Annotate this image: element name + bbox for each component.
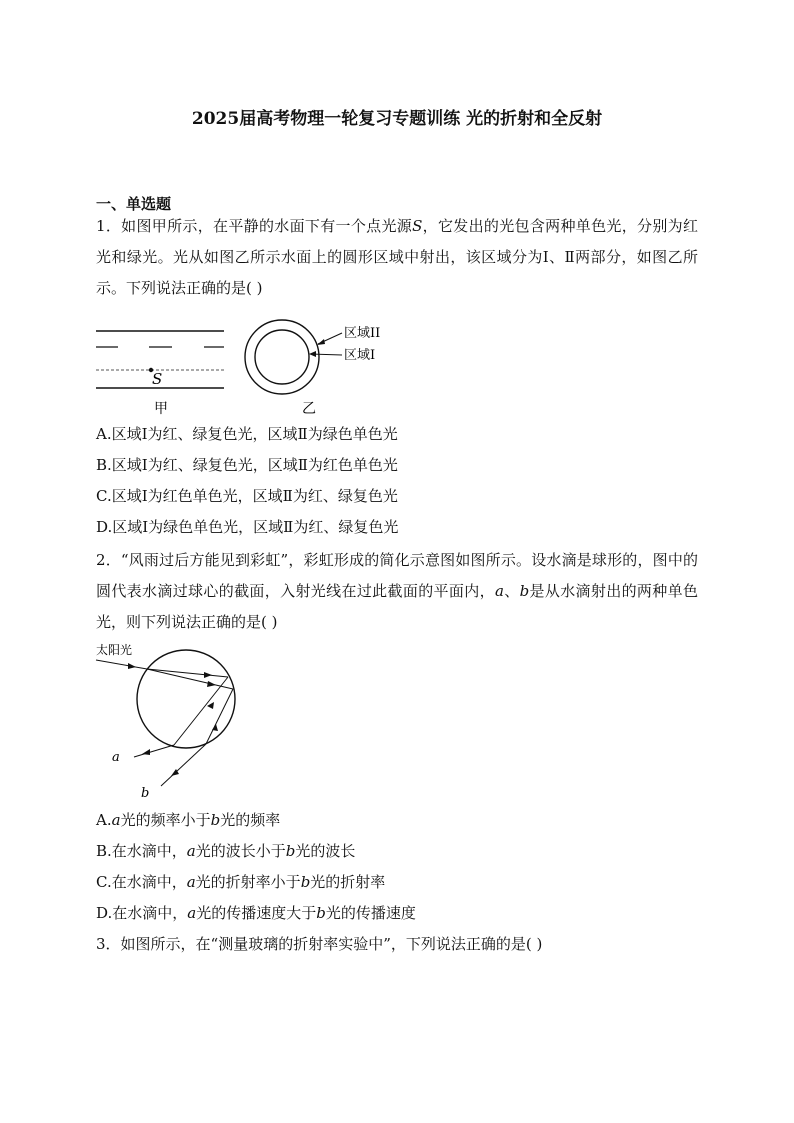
q1-var-s: S: [412, 217, 423, 235]
region1-label: 区域I: [344, 348, 376, 363]
section-heading: 一、单选题: [96, 195, 172, 213]
region2-label: 区域II: [344, 326, 381, 341]
q1-option-d: D.区域Ⅰ为绿色单色光，区域Ⅱ为红、绿复色光: [96, 518, 399, 536]
q2-option-c: C.在水滴中，a光的折射率小于b光的折射率: [96, 873, 386, 891]
fig-source-label: S: [152, 370, 163, 388]
figure-yi: [240, 318, 400, 420]
q2-option-a: A.a光的频率小于b光的频率: [96, 811, 281, 829]
q1-option-b: B.区域Ⅰ为红、绿复色光，区域Ⅱ为红色单色光: [96, 456, 398, 474]
figure-rainbow: [94, 638, 254, 804]
question-1-text: [96, 211, 698, 304]
question-3-text: 3．如图所示，在“测量玻璃的折射率实验中”，下列说法正确的是( ): [96, 935, 543, 953]
q1-option-a: A.区域Ⅰ为红、绿复色光，区域Ⅱ为绿色单色光: [96, 425, 398, 443]
fig-sun-label: 太阳光: [96, 643, 133, 657]
q2-text-a: 2．“风雨过后方能见到彩虹”，彩虹形成的简化示意图如图所示。设水滴是球形的，图中的圆代表水滴过球心的截面，入射光线在过此截面的平面内，: [96, 551, 698, 600]
q2-sep: 、: [503, 582, 520, 600]
fig-yi-label: 乙: [302, 401, 316, 417]
page-title: 2025届高考物理一轮复习专题训练 光的折射和全反射: [191, 109, 603, 129]
q2-var-b: b: [519, 582, 530, 600]
q2-option-d: D.在水滴中，a光的传播速度大于b光的传播速度: [96, 904, 416, 922]
q1-text-b: ，它发出的光包含两种单色光，分别为红光和绿光。光从如图乙所示水面上的圆形区域中射出，该区域分为Ⅰ、Ⅱ两部分，如图乙所示。下列说法正确的是( ): [96, 217, 698, 297]
figure-jia: [96, 320, 230, 420]
q2-var-a: a: [494, 582, 504, 600]
q2-option-b: B.在水滴中，a光的波长小于b光的波长: [96, 842, 356, 860]
question-2-text: [96, 545, 698, 638]
q2-text-b: 是从水滴射出的两种单色光，则下列说法正确的是( ): [96, 582, 698, 631]
q1-text-a: 1．如图甲所示，在平静的水面下有一个点光源: [96, 217, 413, 235]
fig-b-label: b: [141, 786, 150, 801]
fig-jia-label: 甲: [154, 401, 168, 417]
fig-a-label: a: [112, 750, 120, 765]
q1-option-c: C.区域Ⅰ为红色单色光，区域Ⅱ为红、绿复色光: [96, 487, 398, 505]
